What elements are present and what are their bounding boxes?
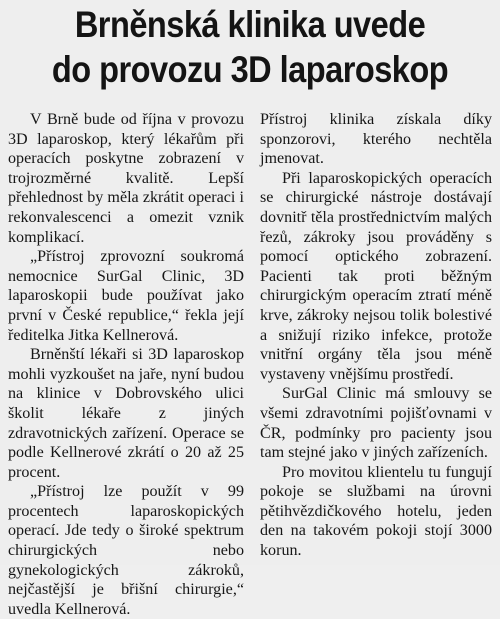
paragraph-intro: V Brně bude od října v provozu 3D laparoskop, který lékařům při operacích poskytne zobrazení v trojrozměrné kvalitě. Lepší přehlednost by měla zkrátit operaci i rekonvalescenci a omezit vznik komplikací.: [8, 111, 244, 246]
paragraph-training: Brněnští lékaři si 3D laparoskop mohli vyzkoušet na jaře, nyní budou na klinice v Dobrovského ulici školit lékaře z jiných zdravotnických zařízení. Operace se podle Kellnerové zkrátí o 20 až 25 procent.: [8, 346, 244, 481]
headline-line-2: do provozu 3D laparoskop: [51, 49, 449, 90]
paragraph-quote-usage: „Přístroj lze použít v 99 procentech laparoskopických operací. Jde tedy o široké spektrum chirurgických nebo gynekologických zákroků, nejčastější je břišní chirurgie,“ uvedla Kellnerová.: [8, 483, 244, 618]
article-headline: [30, 2, 470, 92]
article-column-right: [260, 110, 492, 561]
paragraph-quote-director: „Přístroj zprovozní soukromá nemocnice SurGal Clinic, 3D laparoskopii bude používat jako první v České republice,“ řekla její ředitelka Jitka Kellnerová.: [8, 248, 244, 344]
article-column-left: [8, 110, 244, 619]
paragraph-sponsor: Přístroj klinika získala díky sponzorovi, kterého nechtěla jmenovat.: [260, 111, 492, 168]
paragraph-rooms: Pro movitou klientelu tu fungují pokoje se službami na úrovni pětihvězdičkového hotelu, jeden den na takovém pokoji stojí 3000 korun.: [260, 463, 492, 560]
paragraph-insurance: SurGal Clinic má smlouvy se všemi zdravotními pojišťovnami v ČR, podmínky pro pacienty jsou tam stejné jako v jiných zařízeních.: [260, 385, 492, 462]
headline-line-1: Brněnská klinika uvede: [74, 4, 426, 45]
paragraph-laparoscopy: Při laparoskopických operacích se chirurgické nástroje dostávají dovnitř těla prostřednictvím malých řezů, zákroky jsou prováděny s pomocí optického zobrazení. Pacienti tak proti běžným chirurgickým operacím ztratí méně krve, zákroky nejsou tolik bolestivé a snižují riziko infekce, protože vnitřní orgány těla jsou méně vystaveny vnějšímu prostředí.: [260, 169, 492, 383]
